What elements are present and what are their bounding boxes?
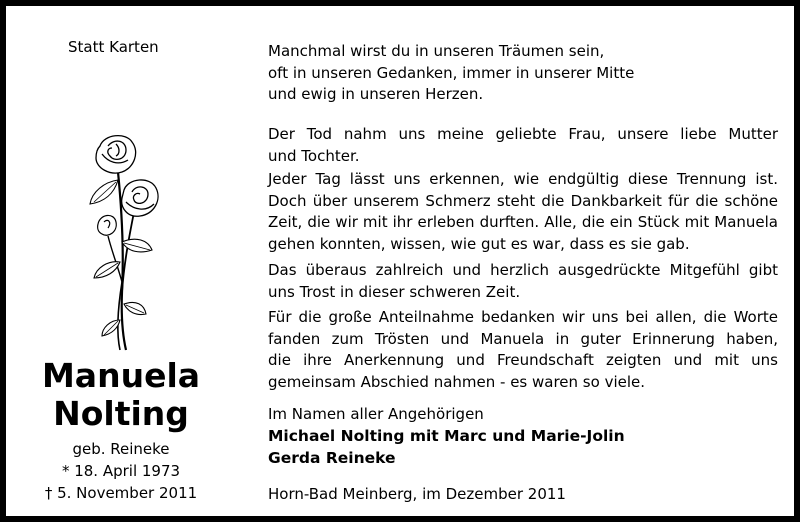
- text-line: gehen konnten, wissen, wie gut es war, dass es sie gab.: [268, 234, 690, 253]
- text-line: gemeinsam Abschied nahmen - es waren so viele.: [268, 372, 645, 391]
- text-line: Der Tod nahm uns meine geliebte Frau, unsere liebe Mutter: [268, 125, 778, 143]
- text-line: die ihre Anerkennung und Freundschaft zeigten und mit uns: [268, 351, 778, 369]
- deceased-last-name: Nolting: [53, 394, 189, 433]
- poem: [268, 41, 778, 106]
- text-line: uns Trost in dieser schweren Zeit.: [268, 282, 521, 301]
- text-line: Doch über unserem Schmerz steht die Dankbarkeit für die schöne: [268, 191, 778, 210]
- paragraph-thanks: [268, 307, 778, 393]
- text-line: fanden zum Trösten und Manuela in guter Erinnerung haben,: [268, 329, 778, 348]
- poem-line: und ewig in unseren Herzen.: [268, 85, 484, 103]
- text-line: Zeit, die wir mit ihr erleben durften. Alle, die ein Stück mit Manuela: [268, 213, 778, 231]
- text-line: Für die große Anteilnahme bedanken wir uns bei allen, die Worte: [268, 308, 778, 326]
- deceased-first-name: Manuela: [41, 356, 201, 395]
- rose-icon: [78, 132, 162, 352]
- place-and-date: Horn-Bad Meinberg, im Dezember 2011: [268, 485, 566, 503]
- statt-karten-label: Statt Karten: [68, 38, 159, 56]
- poem-line: Manchmal wirst du in unseren Träumen sein,: [268, 42, 605, 60]
- signature-line: Michael Nolting mit Marc und Marie-Jolin: [268, 427, 625, 445]
- paragraph-gratitude: [268, 169, 778, 255]
- paragraph-sympathy: [268, 260, 778, 303]
- text-line: und Tochter.: [268, 146, 360, 165]
- signature-line: Gerda Reineke: [268, 449, 396, 467]
- left-column: [6, 6, 258, 516]
- birth-date: * 18. April 1973: [61, 462, 181, 480]
- paragraph-death: [268, 124, 778, 167]
- poem-line: oft in unseren Gedanken, immer in unserer Mitte: [268, 63, 635, 82]
- birth-name: geb. Reineke: [72, 440, 170, 458]
- text-line: Das überaus zahlreich und herzlich ausgedrückte Mitgefühl gibt: [268, 261, 778, 279]
- signature-intro: Im Namen aller Angehörigen: [268, 405, 484, 423]
- text-line: Jeder Tag lässt uns erkennen, wie endgültig diese Trennung ist.: [268, 170, 778, 188]
- death-date: † 5. November 2011: [44, 484, 198, 502]
